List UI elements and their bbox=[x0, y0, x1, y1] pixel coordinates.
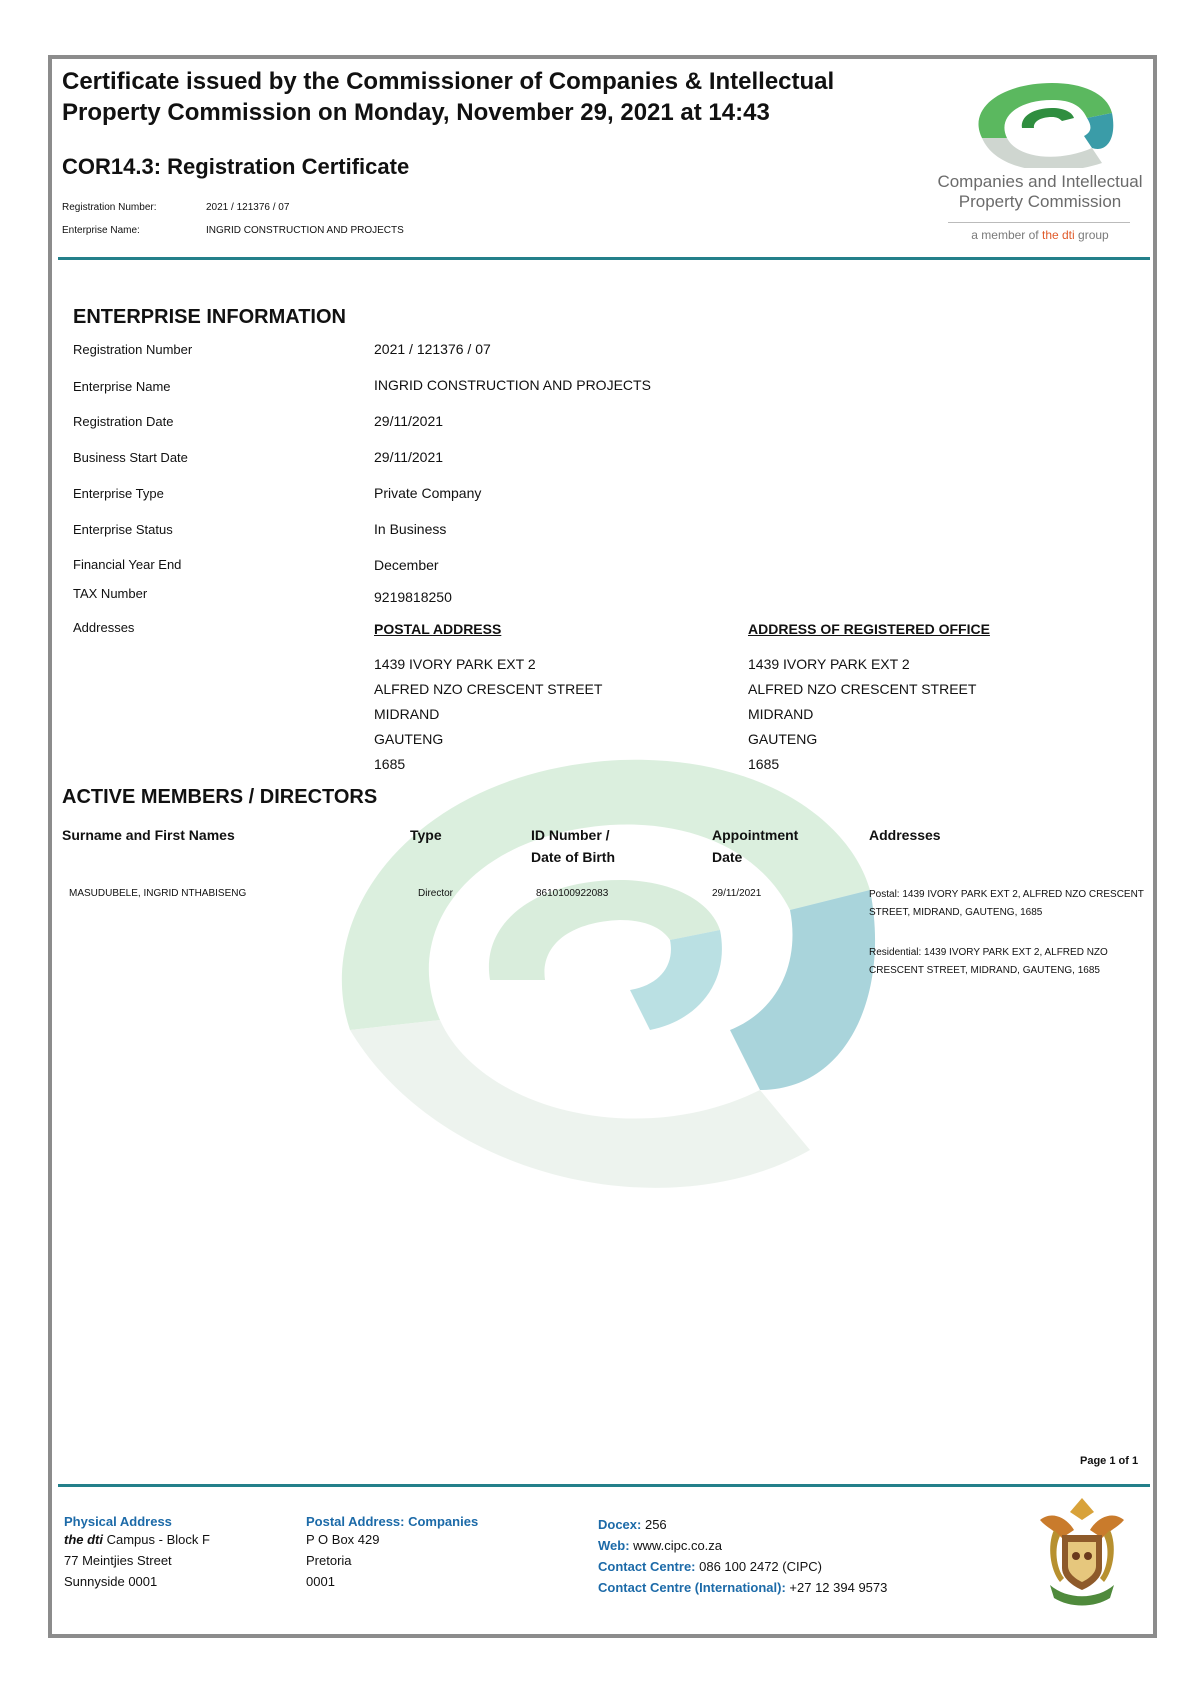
registered-address bbox=[748, 652, 976, 777]
physical-campus-rest: Campus - Block F bbox=[103, 1532, 210, 1547]
info-label: Registration Date bbox=[73, 414, 174, 429]
postal-line: GAUTENG bbox=[374, 731, 444, 747]
header-reg-number-value: 2021 / 121376 / 07 bbox=[206, 202, 290, 213]
col-id-line-2: Date of Birth bbox=[531, 849, 615, 865]
postal-address-heading: POSTAL ADDRESS bbox=[374, 621, 502, 637]
logo-line-1: Companies and Intellectual bbox=[937, 172, 1143, 191]
col-addresses: Addresses bbox=[869, 827, 941, 843]
logo-sub-prefix: a member of bbox=[971, 228, 1042, 242]
docex bbox=[598, 1514, 887, 1535]
registered-address-heading: ADDRESS OF REGISTERED OFFICE bbox=[748, 621, 990, 637]
registered-line: 1439 IVORY PARK EXT 2 bbox=[748, 656, 910, 672]
info-label: Business Start Date bbox=[73, 450, 188, 465]
postal-line: 1439 IVORY PARK EXT 2 bbox=[374, 656, 536, 672]
info-value: In Business bbox=[374, 521, 447, 537]
info-label: Financial Year End bbox=[73, 557, 182, 572]
director-name: MASUDUBELE, INGRID NTHABISENG bbox=[69, 888, 247, 899]
docex-label: Docex: bbox=[598, 1517, 642, 1532]
director-postal-address: Postal: 1439 IVORY PARK EXT 2, ALFRED NZO CRESCENT STREET, MIDRAND, GAUTENG, 1685 bbox=[869, 889, 1144, 918]
header-enterprise-name-value: INGRID CONSTRUCTION AND PROJECTS bbox=[206, 225, 404, 236]
registered-line: GAUTENG bbox=[748, 731, 818, 747]
registered-line: MIDRAND bbox=[748, 706, 814, 722]
logo-line-2: Property Commission bbox=[958, 192, 1122, 211]
physical-campus bbox=[64, 1529, 210, 1550]
postal-line: MIDRAND bbox=[374, 706, 440, 722]
page-number: Page 1 of 1 bbox=[1080, 1455, 1139, 1467]
footer-divider bbox=[58, 1484, 1150, 1487]
info-value: INGRID CONSTRUCTION AND PROJECTS bbox=[374, 377, 651, 393]
enterprise-info-heading: ENTERPRISE INFORMATION bbox=[73, 306, 346, 328]
web-value[interactable]: www.cipc.co.za bbox=[629, 1538, 723, 1553]
info-value: 29/11/2021 bbox=[374, 449, 444, 465]
logo-tagline bbox=[920, 228, 1160, 242]
info-value: December bbox=[374, 557, 439, 573]
director-type: Director bbox=[418, 888, 454, 899]
info-value: 9219818250 bbox=[374, 589, 452, 605]
header-enterprise-name-label: Enterprise Name: bbox=[62, 225, 140, 236]
postal-line: 1685 bbox=[374, 756, 406, 772]
logo-sub-brand: the dti bbox=[1041, 228, 1075, 242]
director-id: 8610100922083 bbox=[536, 888, 609, 899]
postal-box: P O Box 429 bbox=[306, 1532, 380, 1547]
header-divider bbox=[58, 257, 1150, 260]
header-reg-number-label: Registration Number: bbox=[62, 202, 157, 213]
directors-heading: ACTIVE MEMBERS / DIRECTORS bbox=[62, 786, 378, 808]
info-label: Enterprise Type bbox=[73, 486, 164, 501]
col-appt-line-2: Date bbox=[712, 849, 743, 865]
postal-heading: Postal Address: Companies bbox=[306, 1514, 479, 1529]
info-label: Enterprise Name bbox=[73, 379, 171, 394]
info-value: 2021 / 121376 / 07 bbox=[374, 341, 491, 357]
cipc-watermark-icon bbox=[290, 730, 910, 1200]
registered-line: ALFRED NZO CRESCENT STREET bbox=[748, 681, 977, 697]
director-residential-address: Residential: 1439 IVORY PARK EXT 2, ALFRED NZO CRESCENT STREET, MIDRAND, GAUTENG, 1685 bbox=[869, 947, 1108, 976]
col-name: Surname and First Names bbox=[62, 827, 235, 843]
director-appointment: 29/11/2021 bbox=[712, 888, 762, 899]
addresses-label: Addresses bbox=[73, 620, 135, 635]
col-id-line-1: ID Number / bbox=[531, 827, 610, 843]
info-value: 29/11/2021 bbox=[374, 413, 444, 429]
contact-int-value: +27 12 394 9573 bbox=[785, 1580, 888, 1595]
footer-contact bbox=[598, 1514, 887, 1598]
postal-address bbox=[374, 652, 602, 777]
postal-city: Pretoria bbox=[306, 1553, 352, 1568]
contact-value: 086 100 2472 (CIPC) bbox=[695, 1559, 822, 1574]
col-type: Type bbox=[410, 827, 442, 843]
contact-centre-international bbox=[598, 1577, 887, 1598]
coat-of-arms-icon bbox=[1032, 1490, 1132, 1610]
footer-postal bbox=[306, 1514, 478, 1592]
physical-heading: Physical Address bbox=[64, 1514, 172, 1529]
info-label: Registration Number bbox=[73, 342, 193, 357]
info-label: Enterprise Status bbox=[73, 522, 173, 537]
col-appt-line-1: Appointment bbox=[712, 827, 799, 843]
col-id bbox=[531, 824, 615, 868]
cor-title: COR14.3: Registration Certificate bbox=[62, 154, 410, 179]
web[interactable] bbox=[598, 1535, 887, 1556]
logo-sub-suffix: group bbox=[1074, 228, 1109, 242]
info-label: TAX Number bbox=[73, 586, 148, 601]
physical-street: 77 Meintjies Street bbox=[64, 1553, 172, 1568]
contact-int-label: Contact Centre (International): bbox=[598, 1580, 786, 1595]
info-value: Private Company bbox=[374, 485, 482, 501]
col-appointment bbox=[712, 824, 798, 868]
web-label: Web: bbox=[598, 1538, 630, 1553]
logo-divider bbox=[948, 222, 1130, 223]
footer-physical bbox=[64, 1514, 210, 1592]
certificate-title: Certificate issued by the Commissioner of Companies & Intellectual Property Commission on Monday, November 29, 2021 at 14:43 bbox=[62, 68, 835, 126]
contact-centre bbox=[598, 1556, 887, 1577]
docex-value: 256 bbox=[641, 1517, 667, 1532]
physical-campus-em: the dti bbox=[64, 1532, 103, 1547]
postal-line: ALFRED NZO CRESCENT STREET bbox=[374, 681, 603, 697]
registered-line: 1685 bbox=[748, 756, 780, 772]
postal-code: 0001 bbox=[306, 1574, 335, 1589]
logo-name bbox=[920, 172, 1160, 212]
cipc-logo-icon bbox=[962, 78, 1122, 168]
contact-label: Contact Centre: bbox=[598, 1559, 696, 1574]
physical-city: Sunnyside 0001 bbox=[64, 1574, 158, 1589]
